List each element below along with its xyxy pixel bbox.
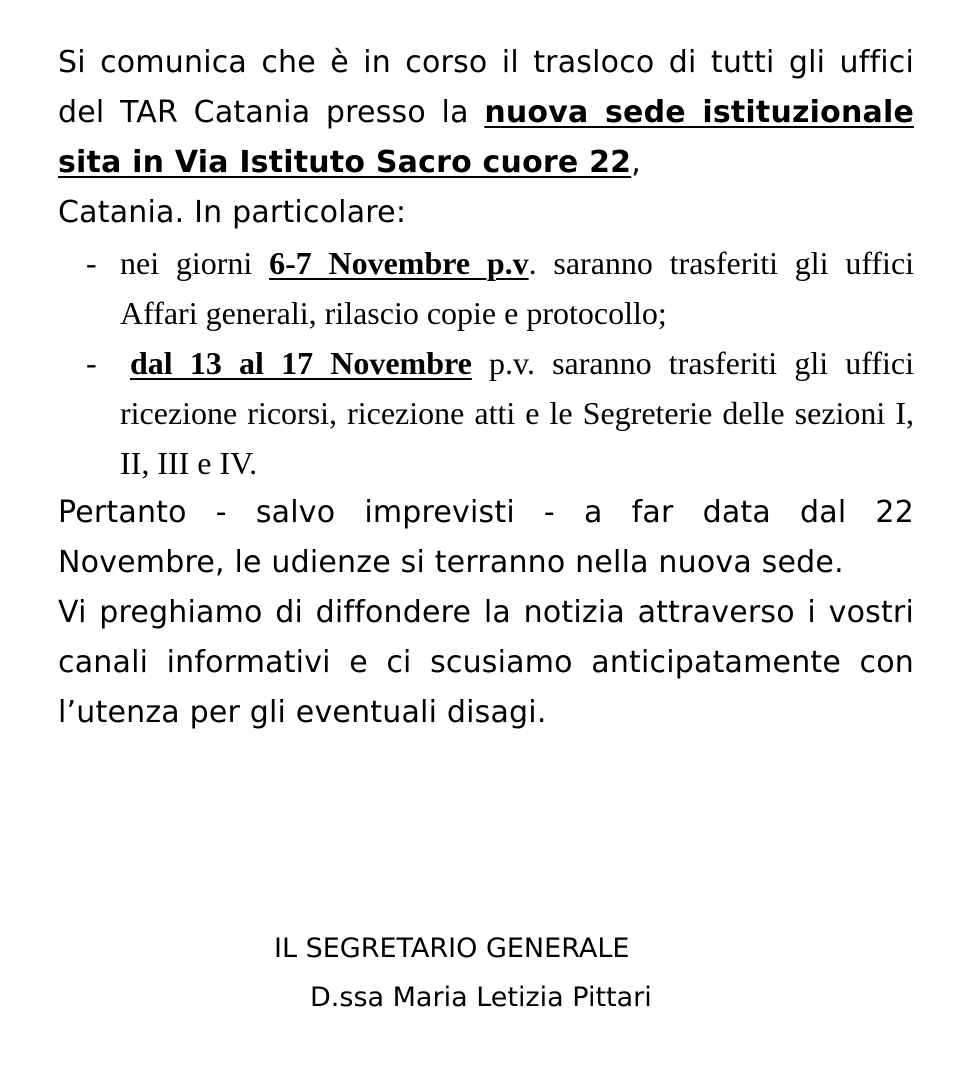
intro-paragraph xyxy=(58,38,914,188)
intro-comma: , xyxy=(631,145,641,180)
list-item-pre: nei giorni xyxy=(120,245,253,281)
list-item-date: 6-7 Novembre p.v xyxy=(269,245,529,281)
intro-text: Si comunica che è in corso il trasloco di tutti gli uffici del TAR Catania presso la xyxy=(58,45,914,130)
new-location: nuova sede istituzionale sita in Via Istituto Sacro cuore 22 xyxy=(58,95,914,180)
list-dash: - xyxy=(86,245,97,281)
list-item-text: p.v. saranno trasferiti gli uffici ricezione ricorsi, ricezione atti e le Segreterie delle sezioni I, II, III e IV. xyxy=(120,345,915,481)
list-item-text: . saranno trasferiti gli uffici Affari generali, rilascio copie e protocollo; xyxy=(120,245,915,331)
notice-body xyxy=(58,38,914,738)
signature-role: IL SEGRETARIO GENERALE xyxy=(274,933,630,964)
list-dash: - xyxy=(86,345,97,381)
list-item xyxy=(58,338,914,488)
schedule-paragraph: Pertanto - salvo imprevisti - a far data dal 22 Novembre, le udienze si terranno nella nuova sede. xyxy=(58,495,914,580)
signature-block xyxy=(274,924,774,1022)
list-item xyxy=(58,238,914,338)
signature-name: D.ssa Maria Letizia Pittari xyxy=(310,982,652,1013)
list-item-date: dal 13 al 17 Novembre xyxy=(130,345,472,381)
closing-paragraph: Vi preghiamo di diffondere la notizia attraverso i vostri canali informativi e ci scusiamo anticipatamente con l’utenza per gli eventuali disagi. xyxy=(58,595,914,730)
intro-continued: Catania. In particolare: xyxy=(58,195,407,230)
